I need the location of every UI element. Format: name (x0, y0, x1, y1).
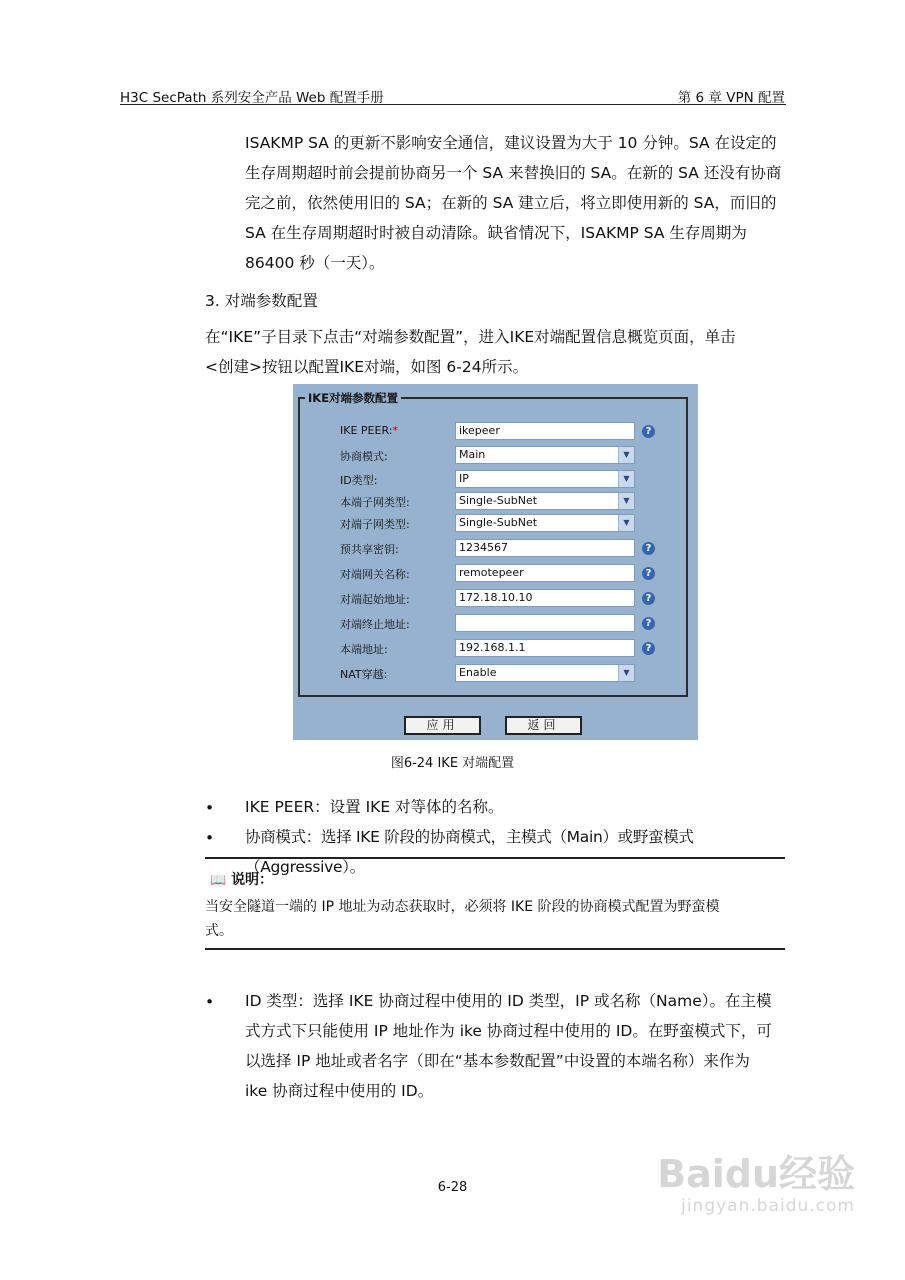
negotiation-mode-select[interactable]: Main ▼ (455, 446, 635, 464)
paragraph-line: 86400 秒（一天）。 (245, 254, 385, 272)
watermark-brand: Baidu经验 (657, 1152, 855, 1196)
field-label-local-subnet-type: 本端子网类型: (340, 496, 410, 509)
field-label-local-address: 本端地址: (340, 643, 388, 656)
field-label-preshared-key: 预共享密钥: (340, 543, 399, 556)
help-icon[interactable]: ? (642, 642, 655, 655)
bullet-ike-peer: IKE PEER：设置 IKE 对等体的名称。 (245, 798, 504, 816)
form-row-preshared-key (293, 539, 698, 559)
bullet-id-type (245, 986, 785, 1106)
field-label-remote-end-address: 对端终止地址: (340, 618, 410, 631)
section-title: 3. 对端参数配置 (205, 292, 318, 310)
help-icon[interactable]: ? (642, 592, 655, 605)
bullet-negotiation-mode: 协商模式：选择 IKE 阶段的协商模式，主模式（Main）或野蛮模式（Aggressive）。 (245, 828, 694, 876)
field-label-nat-traversal: NAT穿越: (340, 668, 388, 681)
form-row-nat-traversal (293, 664, 698, 684)
apply-button[interactable]: 应用 (404, 716, 481, 735)
field-label-remote-gateway-name: 对端网关名称: (340, 568, 410, 581)
note-bottom-rule (205, 948, 785, 950)
remote-start-address-input[interactable]: 172.18.10.10 (455, 589, 635, 607)
bullet-icon: • (205, 799, 215, 817)
intro-paragraph (205, 322, 785, 382)
note-line: 式。 (205, 923, 233, 939)
watermark-url: jingyan.baidu.com (681, 1196, 855, 1216)
bullet-line: ike 协商过程中使用的 ID。 (245, 1082, 434, 1100)
dropdown-arrow-icon: ▼ (618, 447, 634, 463)
form-row-remote-end-address (293, 614, 698, 634)
header-rule (120, 104, 786, 105)
form-row-local-subnet-type (293, 492, 698, 512)
form-legend: IKE对端参数配置 (305, 390, 401, 406)
paragraph-sa-lifetime (245, 128, 785, 278)
preshared-key-input[interactable]: 1234567 (455, 539, 635, 557)
form-row-remote-subnet-type (293, 514, 698, 534)
paragraph-line: ISAKMP SA 的更新不影响安全通信，建议设置为大于 10 分钟。SA 在设定的 (245, 134, 777, 152)
header-right: 第 6 章 VPN 配置 (677, 90, 785, 106)
page-number: 6-28 (437, 1180, 468, 1195)
field-label-id-type: ID类型: (340, 474, 378, 487)
remote-gateway-name-input[interactable]: remotepeer (455, 564, 635, 582)
paragraph-line: 完之前，依然使用旧的 SA；在新的 SA 建立后，将立即使用新的 SA，而旧的 (245, 194, 777, 212)
form-row-negotiation-mode (293, 446, 698, 466)
back-button[interactable]: 返回 (505, 716, 582, 735)
bullet-icon: • (205, 829, 215, 847)
bullet-icon: • (205, 993, 215, 1011)
id-type-select[interactable]: IP ▼ (455, 470, 635, 488)
intro-line: <创建>按钮以配置IKE对端，如图 6-24所示。 (205, 358, 529, 376)
note-title: 📖 说明： (210, 872, 274, 888)
paragraph-line: SA 在生存周期超时时被自动清除。缺省情况下，ISAKMP SA 生存周期为 (245, 224, 747, 242)
help-icon[interactable]: ? (642, 617, 655, 630)
form-row-ike-peer (293, 422, 698, 442)
form-row-remote-start-address (293, 589, 698, 609)
paragraph-line: 生存周期超时前会提前协商另一个 SA 来替换旧的 SA。在新的 SA 还没有协商 (245, 164, 782, 182)
required-marker: * (392, 424, 398, 437)
bullet-line: ID 类型：选择 IKE 协商过程中使用的 ID 类型，IP 或名称（Name）。在主模 (245, 992, 772, 1010)
nat-traversal-select[interactable]: Enable ▼ (455, 664, 635, 682)
remote-end-address-input[interactable] (455, 614, 635, 632)
field-label-ike-peer: IKE PEER:* (340, 424, 398, 437)
form-row-local-address (293, 639, 698, 659)
header-left: H3C SecPath 系列安全产品 Web 配置手册 (120, 90, 384, 106)
help-icon[interactable]: ? (642, 567, 655, 580)
form-row-remote-gateway-name (293, 564, 698, 584)
help-icon[interactable]: ? (642, 425, 655, 438)
help-icon[interactable]: ? (642, 542, 655, 555)
book-icon: 📖 (210, 873, 227, 888)
ike-peer-input[interactable]: ikepeer (455, 422, 635, 440)
form-row-id-type (293, 470, 698, 490)
field-label-remote-start-address: 对端起始地址: (340, 593, 410, 606)
dropdown-arrow-icon: ▼ (618, 493, 634, 509)
intro-line: 在“IKE”子目录下点击“对端参数配置”，进入IKE对端配置信息概览页面，单击 (205, 328, 736, 346)
field-label-negotiation-mode: 协商模式: (340, 450, 388, 463)
field-label-remote-subnet-type: 对端子网类型: (340, 518, 410, 531)
remote-subnet-type-select[interactable]: Single-SubNet ▼ (455, 514, 635, 532)
bullet-line: 式方式下只能使用 IP 地址作为 ike 协商过程中使用的 ID。在野蛮模式下，可 (245, 1022, 772, 1040)
baidu-watermark (657, 1152, 855, 1216)
dropdown-arrow-icon: ▼ (618, 515, 634, 531)
local-address-input[interactable]: 192.168.1.1 (455, 639, 635, 657)
note-line: 当安全隧道一端的 IP 地址为动态获取时，必须将 IKE 阶段的协商模式配置为野蛮模 (205, 899, 720, 915)
ike-peer-form-figure (293, 384, 698, 740)
figure-caption: 图6-24 IKE 对端配置 (390, 756, 515, 771)
local-subnet-type-select[interactable]: Single-SubNet ▼ (455, 492, 635, 510)
dropdown-arrow-icon: ▼ (618, 665, 634, 681)
note-top-rule (205, 857, 785, 859)
dropdown-arrow-icon: ▼ (618, 471, 634, 487)
bullet-line: 以选择 IP 地址或者名字（即在“基本参数配置”中设置的本端名称）来作为 (245, 1052, 750, 1070)
note-text (205, 895, 785, 943)
